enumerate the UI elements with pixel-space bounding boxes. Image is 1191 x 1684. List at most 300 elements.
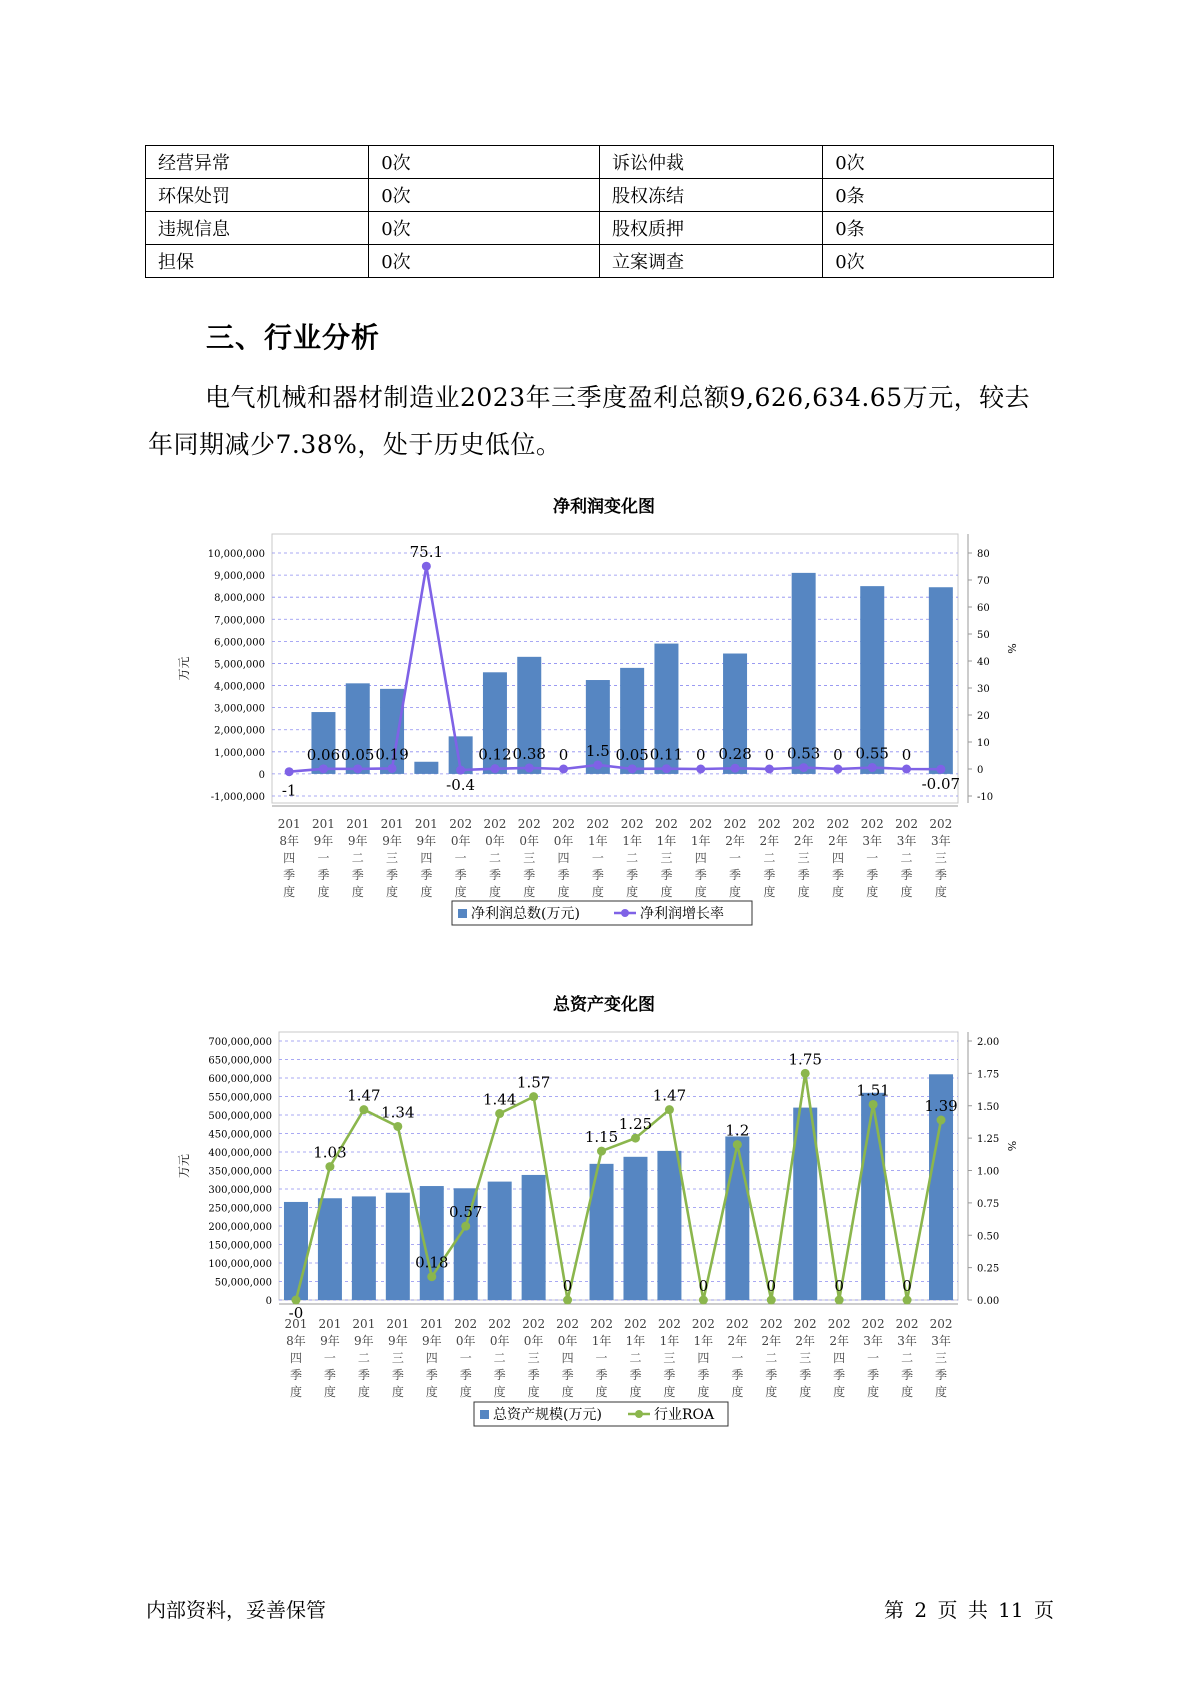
category-label-line: 3年 <box>931 1334 951 1348</box>
category-label-line: 季 <box>289 1368 302 1382</box>
category-label-line: 二 <box>357 1351 370 1365</box>
data-label: 1.15 <box>584 1128 619 1147</box>
right-axis-tick-label: 60 <box>977 603 990 614</box>
category-label <box>278 817 301 899</box>
table-label-cell: 立案调查 <box>599 245 822 278</box>
left-axis-tick-label: 0 <box>258 769 265 781</box>
category-label-line: 四 <box>557 851 570 865</box>
category-label <box>285 1317 308 1399</box>
category-label-line: 202 <box>723 817 747 831</box>
category-label-line: 3年 <box>897 1334 917 1348</box>
category-label-line: 季 <box>866 868 879 882</box>
bar <box>488 1182 512 1300</box>
category-label-line: 三 <box>799 1351 812 1365</box>
category-label-line: 202 <box>826 817 850 831</box>
category-label-line: 202 <box>522 1317 546 1331</box>
category-label-line: 季 <box>797 868 810 882</box>
data-label: 0.05 <box>341 745 375 764</box>
category-label-line: 二 <box>901 1351 914 1365</box>
category-label-line: 度 <box>763 885 776 899</box>
category-label-line: 2年 <box>828 834 848 848</box>
category-label-line: 一 <box>591 851 604 865</box>
bar <box>623 1157 647 1300</box>
category-label-line: 一 <box>867 1351 880 1365</box>
line-point <box>801 1069 810 1078</box>
data-label: 1.51 <box>856 1081 890 1100</box>
category-label-line: 三 <box>935 1351 948 1365</box>
category-label-line: 季 <box>629 1368 642 1382</box>
category-label-line: 8年 <box>286 1334 306 1348</box>
data-label: -0.4 <box>446 776 476 795</box>
category-label <box>454 1317 477 1399</box>
category-label-line: 二 <box>900 851 913 865</box>
right-axis-tick-label: 1.00 <box>977 1166 1000 1178</box>
category-label-line: 9年 <box>416 834 437 848</box>
data-label: 0 <box>833 746 843 764</box>
category-label-line: 201 <box>311 817 335 831</box>
category-label <box>352 1317 375 1399</box>
category-label-line: 度 <box>595 1385 608 1399</box>
data-label: 0.05 <box>615 745 649 764</box>
category-label-line: 二 <box>629 1351 642 1365</box>
category-label-line: 202 <box>454 1317 478 1331</box>
category-label-line: 9年 <box>320 1334 340 1348</box>
category-label-line: 三 <box>797 851 810 865</box>
category-label-line: 季 <box>663 1368 676 1382</box>
line-point <box>593 760 602 769</box>
category-label-line: 1年 <box>693 1334 714 1348</box>
category-label-line: 度 <box>797 885 810 899</box>
category-label-line: 度 <box>323 1385 336 1399</box>
table-row <box>146 179 1054 212</box>
line-point <box>733 1140 742 1149</box>
chart-title: 总资产变化图 <box>553 995 655 1015</box>
category-label-line: 季 <box>561 1368 574 1382</box>
category-label-line: 季 <box>454 868 467 882</box>
bar <box>386 1193 410 1300</box>
category-label-line: 度 <box>459 1385 472 1399</box>
data-label: 0.12 <box>478 745 512 764</box>
legend-line-marker <box>621 909 629 917</box>
line-point <box>325 1162 334 1171</box>
category-label-line: 季 <box>901 1368 914 1382</box>
line-point <box>868 763 877 772</box>
category-label-line: 201 <box>414 817 438 831</box>
category-label-line: 度 <box>831 885 844 899</box>
left-axis-tick-label: 600,000,000 <box>208 1074 272 1085</box>
category-label-line: 一 <box>731 1351 744 1365</box>
category-label-line: 1年 <box>656 834 677 848</box>
category-label-line: 一 <box>595 1351 608 1365</box>
legend-bar-swatch <box>458 909 467 918</box>
category-label-line: 四 <box>833 1351 846 1365</box>
bar <box>522 1175 546 1300</box>
line-point <box>525 763 534 772</box>
legend-entry: 净利润增长率 <box>640 906 724 922</box>
category-label <box>760 1317 783 1399</box>
category-label-line: 度 <box>694 885 707 899</box>
category-label-line: 1年 <box>690 834 711 848</box>
left-axis-tick-label: 9,000,000 <box>214 571 265 583</box>
category-label <box>556 1317 579 1399</box>
bar <box>725 1136 749 1300</box>
category-label-line: 2年 <box>795 1334 816 1348</box>
category-label-line: 四 <box>697 1351 710 1365</box>
category-label-line: 季 <box>731 1368 744 1382</box>
line-point <box>835 1296 844 1305</box>
category-label-line: 3年 <box>931 834 951 848</box>
data-label: 1.75 <box>788 1050 822 1069</box>
category-label-line: 201 <box>352 1317 376 1331</box>
category-label-line: 0年 <box>489 1334 510 1348</box>
right-axis-tick-label: 40 <box>977 657 990 668</box>
line-point <box>902 765 911 774</box>
category-label-line: 202 <box>725 1317 749 1331</box>
data-label: 1.5 <box>585 741 610 760</box>
line-point <box>833 765 842 774</box>
category-label <box>828 1317 851 1399</box>
right-axis-tick-label: 10 <box>977 738 990 749</box>
data-label: 0 <box>562 1277 573 1295</box>
category-label-line: 度 <box>425 1385 438 1399</box>
category-label-line: 202 <box>860 817 884 831</box>
left-axis-tick-label: 4,000,000 <box>214 681 265 693</box>
category-label-line: 二 <box>626 851 639 865</box>
category-label-line: 0年 <box>455 1334 476 1348</box>
category-label-line: 202 <box>556 1317 580 1331</box>
category-label-line: 度 <box>289 1385 302 1399</box>
category-label <box>929 817 952 899</box>
table-value-cell: 0次 <box>369 146 600 179</box>
category-label-line: 202 <box>483 817 507 831</box>
table-label-cell: 担保 <box>146 245 369 278</box>
right-axis-tick-label: 30 <box>977 684 990 695</box>
category-label-line: 0年 <box>450 834 471 848</box>
category-label-line: 一 <box>317 851 330 865</box>
category-label-line: 202 <box>590 1317 613 1331</box>
category-label <box>415 817 438 899</box>
category-label-line: 2年 <box>725 834 745 848</box>
left-axis-tick-label: 550,000,000 <box>208 1092 272 1104</box>
right-axis-tick-label: 20 <box>977 711 990 722</box>
data-label: 1.34 <box>381 1103 415 1122</box>
category-label <box>590 1317 613 1399</box>
table-value-cell: 0条 <box>823 212 1054 245</box>
right-axis-tick-label: 50 <box>977 630 990 641</box>
right-axis-tick-label: 0 <box>977 765 984 776</box>
table-label-cell: 违规信息 <box>146 212 369 245</box>
line-point <box>495 1109 504 1118</box>
category-label-line: 二 <box>765 1351 778 1365</box>
category-label-line: 3年 <box>862 834 883 848</box>
right-axis-title: % <box>1005 1140 1018 1152</box>
line-point <box>285 767 294 776</box>
left-axis-tick-label: 400,000,000 <box>208 1148 272 1159</box>
category-label <box>381 817 404 899</box>
table-label-cell: 诉讼仲裁 <box>599 146 822 179</box>
data-label: 0.18 <box>415 1253 449 1272</box>
category-label-line: 度 <box>454 885 467 899</box>
data-label: -0.07 <box>921 775 961 794</box>
category-label-line: 201 <box>420 1317 444 1331</box>
line-point <box>319 764 328 773</box>
data-label: 1.03 <box>313 1143 347 1162</box>
right-axis-tick-label: 0.25 <box>977 1263 1000 1275</box>
risk-info-table <box>145 145 1054 278</box>
category-label-line: 度 <box>557 885 570 899</box>
net-profit-chart-svg <box>0 490 1191 940</box>
left-axis-tick-label: 200,000,000 <box>208 1222 272 1233</box>
category-label-line: 2年 <box>793 834 814 848</box>
legend-entry: 净利润总数(万元) <box>471 906 580 922</box>
net-profit-chart <box>0 490 1191 940</box>
bar <box>929 587 953 774</box>
data-label: 0 <box>766 1277 777 1295</box>
category-label-line: 201 <box>284 1317 308 1331</box>
line-point <box>559 765 568 774</box>
category-label-line: 度 <box>386 885 399 899</box>
category-label <box>758 817 781 899</box>
category-label <box>518 817 541 899</box>
line-point <box>662 764 671 773</box>
data-label: 0 <box>764 746 775 764</box>
category-label-line: 度 <box>493 1385 506 1399</box>
category-label <box>488 1317 511 1399</box>
left-axis-tick-label: 5,000,000 <box>214 659 265 671</box>
data-label: 0.55 <box>855 744 889 763</box>
category-label-line: 一 <box>454 851 467 865</box>
category-label-line: 202 <box>488 1317 512 1331</box>
category-label-line: 季 <box>934 868 947 882</box>
category-label <box>826 817 849 899</box>
category-label-line: 四 <box>420 851 433 865</box>
category-label-line: 季 <box>833 1368 846 1382</box>
category-label-line: 202 <box>827 1317 851 1331</box>
line-point <box>765 765 774 774</box>
category-label-line: 1年 <box>591 1334 612 1348</box>
bar <box>284 1202 308 1300</box>
category-label <box>689 817 712 899</box>
left-axis-tick-label: 350,000,000 <box>208 1166 272 1178</box>
total-assets-chart-svg <box>0 988 1191 1440</box>
category-label <box>483 817 506 899</box>
right-axis-tick-label: 1.25 <box>977 1134 1000 1146</box>
category-label-line: 0年 <box>523 1334 544 1348</box>
category-label-line: 季 <box>867 1368 880 1382</box>
left-axis-tick-label: 10,000,000 <box>207 549 265 560</box>
table-label-cell: 经营异常 <box>146 146 369 179</box>
category-label-line: 度 <box>833 1385 846 1399</box>
line-point <box>490 764 499 773</box>
table-row <box>146 245 1054 278</box>
line-point <box>936 765 945 774</box>
category-label-line: 度 <box>731 1385 744 1399</box>
left-axis-tick-label: 700,000,000 <box>208 1037 272 1048</box>
left-axis-tick-label: 250,000,000 <box>208 1203 272 1215</box>
category-label-line: 2年 <box>727 1334 748 1348</box>
category-label <box>655 817 678 899</box>
category-label-line: 度 <box>660 885 673 899</box>
line-point <box>427 1272 436 1281</box>
left-axis-tick-label: 150,000,000 <box>208 1240 272 1252</box>
category-label-line: 度 <box>934 885 947 899</box>
category-label-line: 度 <box>799 1385 812 1399</box>
category-label-line: 度 <box>626 885 639 899</box>
category-label-line: 二 <box>763 851 776 865</box>
data-label: 0 <box>901 746 912 764</box>
category-label-line: 度 <box>866 885 879 899</box>
category-label-line: 201 <box>346 817 370 831</box>
category-label-line: 9年 <box>382 834 402 848</box>
category-label-line: 三 <box>386 851 399 865</box>
category-label-line: 度 <box>283 885 296 899</box>
line-point <box>422 562 431 571</box>
category-label-line: 202 <box>759 1317 783 1331</box>
category-label-line: 三 <box>527 1351 540 1365</box>
category-label-line: 度 <box>488 885 501 899</box>
category-label-line: 度 <box>935 1385 948 1399</box>
category-label-line: 二 <box>493 1351 506 1365</box>
line-point <box>731 764 740 773</box>
category-label-line: 度 <box>591 885 604 899</box>
category-label-line: 度 <box>391 1385 404 1399</box>
category-label-line: 季 <box>523 868 536 882</box>
line-point <box>696 765 705 774</box>
total-assets-chart <box>0 988 1191 1440</box>
data-label: 0 <box>902 1277 912 1295</box>
legend <box>474 1402 728 1426</box>
category-label-line: 季 <box>527 1368 540 1382</box>
left-axis-tick-label: 450,000,000 <box>208 1129 272 1141</box>
line-point <box>353 764 362 773</box>
category-label-line: 季 <box>357 1368 370 1382</box>
category-label-line: 季 <box>323 1368 336 1382</box>
table-value-cell: 0次 <box>823 245 1054 278</box>
category-label-line: 季 <box>694 868 707 882</box>
category-label-line: 季 <box>729 868 742 882</box>
category-label-line: 一 <box>866 851 879 865</box>
table-label-cell: 股权冻结 <box>599 179 822 212</box>
category-label-line: 202 <box>691 1317 715 1331</box>
category-label-line: 季 <box>425 1368 438 1382</box>
left-axis-title: 万元 <box>177 1153 191 1179</box>
category-label-line: 四 <box>831 851 844 865</box>
category-label-line: 度 <box>629 1385 642 1399</box>
category-label-line: 0年 <box>553 834 574 848</box>
bar <box>657 1151 681 1300</box>
category-label-line: 202 <box>517 817 541 831</box>
category-label-line: 201 <box>380 817 404 831</box>
category-label-line: 四 <box>425 1351 438 1365</box>
data-label: 0 <box>695 746 706 764</box>
category-label-line: 季 <box>557 868 570 882</box>
category-label-line: 2年 <box>759 834 780 848</box>
category-label-line: 一 <box>729 851 742 865</box>
category-label <box>895 817 918 899</box>
left-axis-tick-label: 2,000,000 <box>214 725 265 737</box>
category-label-line: 三 <box>523 851 536 865</box>
line-point <box>767 1296 776 1305</box>
category-label-line: 度 <box>901 1385 914 1399</box>
category-label <box>386 1317 409 1399</box>
data-label: 1.47 <box>652 1086 687 1105</box>
data-label: 1.39 <box>924 1096 958 1115</box>
right-axis-tick-label: 0.50 <box>977 1231 1000 1243</box>
category-label <box>792 817 815 899</box>
category-label <box>794 1317 817 1399</box>
category-label-line: 度 <box>351 885 364 899</box>
category-label-line: 三 <box>660 851 673 865</box>
category-label-line: 季 <box>763 868 776 882</box>
line-point <box>869 1100 878 1109</box>
category-label <box>621 817 644 899</box>
plot-area-frame <box>279 1032 958 1300</box>
category-label-line: 度 <box>357 1385 370 1399</box>
category-label-line: 1年 <box>622 834 642 848</box>
category-label-line: 202 <box>586 817 610 831</box>
category-label-line: 1年 <box>659 1334 680 1348</box>
left-axis-title: 万元 <box>177 656 191 681</box>
category-label-line: 季 <box>831 868 844 882</box>
right-axis-tick-label: -10 <box>977 792 994 803</box>
category-label <box>522 1317 545 1399</box>
data-label: 1.47 <box>347 1086 381 1105</box>
category-label-line: 0年 <box>557 1334 578 1348</box>
category-label <box>724 817 747 899</box>
category-label-line: 0年 <box>519 834 540 848</box>
category-label-line: 季 <box>386 868 399 882</box>
category-label-line: 201 <box>386 1317 410 1331</box>
line-point <box>529 1092 538 1101</box>
table-value-cell: 0次 <box>369 212 600 245</box>
footer-note: 内部资料，妥善保管 <box>146 1598 326 1622</box>
line-point <box>665 1105 674 1114</box>
table-label-cell: 环保处罚 <box>146 179 369 212</box>
category-label-line: 一 <box>323 1351 336 1365</box>
line-point <box>359 1105 368 1114</box>
left-axis-tick-label: 300,000,000 <box>208 1185 272 1196</box>
left-axis-tick-label: 8,000,000 <box>214 593 265 605</box>
category-label-line: 季 <box>799 1368 812 1382</box>
legend <box>452 901 752 925</box>
left-axis-tick-label: 50,000,000 <box>214 1277 272 1289</box>
category-label-line: 8年 <box>279 834 299 848</box>
category-label <box>862 1317 885 1399</box>
category-label-line: 度 <box>420 885 433 899</box>
data-label: 1.44 <box>482 1090 517 1109</box>
line-point <box>456 766 465 775</box>
category-label <box>346 817 369 899</box>
category-label-line: 季 <box>351 868 364 882</box>
category-label <box>861 817 884 899</box>
left-axis-tick-label: 500,000,000 <box>208 1111 272 1122</box>
line-point <box>903 1296 912 1305</box>
category-label-line: 季 <box>488 868 501 882</box>
data-label: 0 <box>834 1277 844 1295</box>
line-point <box>461 1222 470 1231</box>
line-point <box>628 764 637 773</box>
category-label-line: 度 <box>523 885 536 899</box>
category-label <box>692 1317 715 1399</box>
data-label: 0.38 <box>512 744 546 763</box>
data-label: 0.57 <box>449 1203 483 1222</box>
category-label-line: 三 <box>663 1351 676 1365</box>
line-point <box>597 1147 606 1156</box>
line-point <box>699 1296 708 1305</box>
category-label-line: 度 <box>765 1385 778 1399</box>
left-axis-tick-label: 6,000,000 <box>214 637 265 649</box>
category-label-line: 度 <box>663 1385 676 1399</box>
